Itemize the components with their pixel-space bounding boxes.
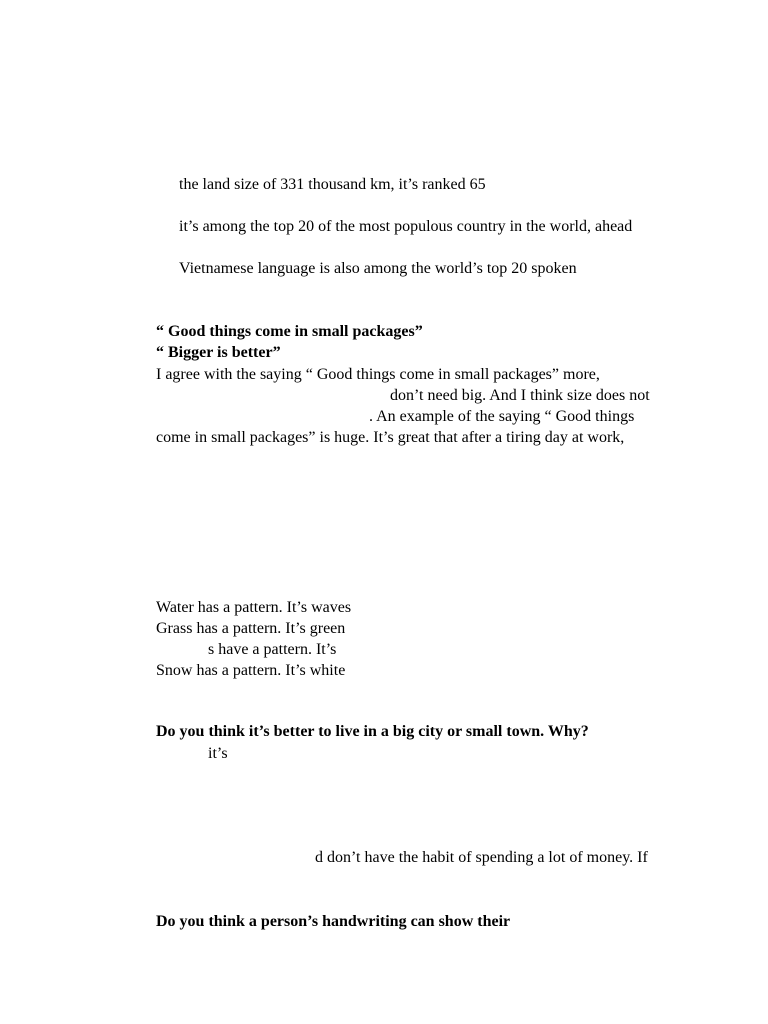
pattern-line-2: Grass has a pattern. It’s green xyxy=(156,620,346,637)
saying-heading-1: “ Good things come in small packages” xyxy=(156,323,423,340)
intro-line-3: Vietnamese language is also among the world’s top 20 spoken xyxy=(179,260,577,277)
saying-paragraph-line-4: come in small packages” is huge. It’s great that after a tiring day at work, xyxy=(156,429,625,446)
city-question-heading: Do you think it’s better to live in a big city or small town. Why? xyxy=(156,723,589,740)
pattern-line-1: Water has a pattern. It’s waves xyxy=(156,599,352,616)
intro-line-2: it’s among the top 20 of the most populous country in the world, ahead xyxy=(179,218,633,235)
city-answer-line-2: d don’t have the habit of spending a lot of money. If xyxy=(315,849,648,866)
saying-paragraph-line-3: . An example of the saying “ Good things xyxy=(369,408,635,425)
saying-heading-2: “ Bigger is better” xyxy=(156,344,281,361)
pattern-line-3: s have a pattern. It’s xyxy=(208,641,337,658)
saying-paragraph-line-1: I agree with the saying “ Good things come in small packages” more, xyxy=(156,366,600,383)
intro-line-1: the land size of 331 thousand km, it’s ranked 65 xyxy=(179,176,486,193)
pattern-line-4: Snow has a pattern. It’s white xyxy=(156,662,346,679)
city-answer-line-1: it’s xyxy=(208,745,228,762)
handwriting-question-heading: Do you think a person’s handwriting can show their xyxy=(156,913,511,930)
saying-paragraph-line-2: don’t need big. And I think size does not xyxy=(390,387,650,404)
